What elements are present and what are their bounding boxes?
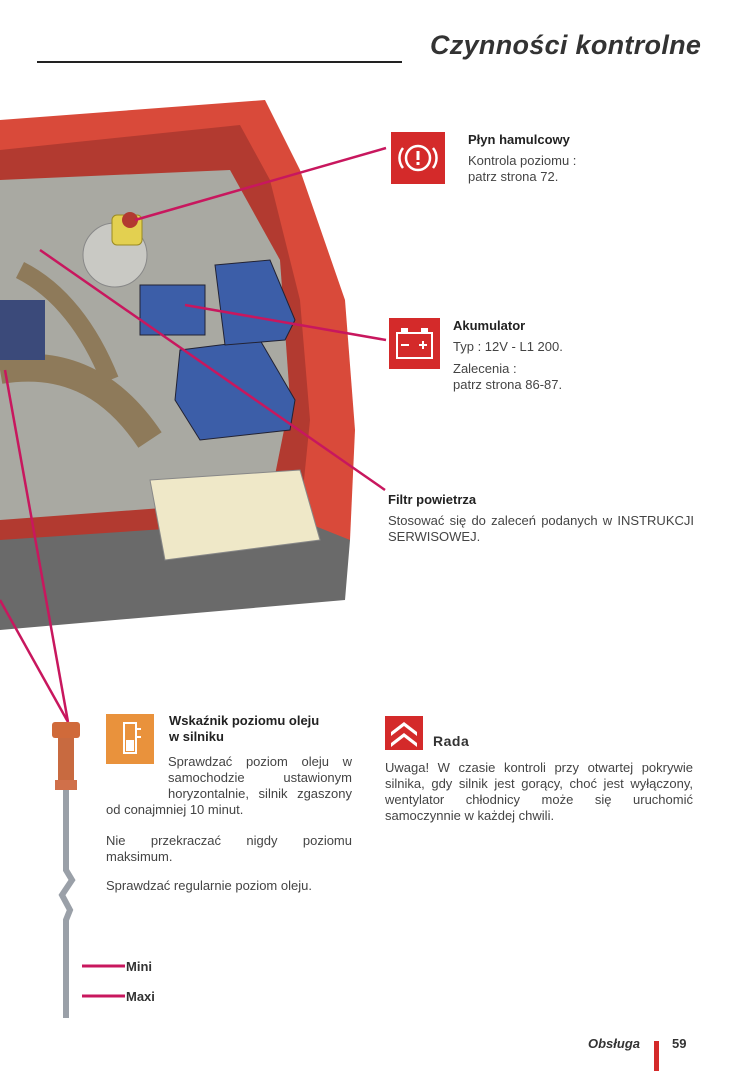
oil-title-line2: w silniku (169, 729, 224, 744)
oil-paragraph-3 (106, 878, 352, 894)
oil-para2: Nie przekraczać nigdy poziomu maksimum. (106, 833, 352, 864)
battery-recommend-ref: patrz strona 86-87. (453, 377, 563, 392)
battery-recommend-label: Zalecenia : (453, 361, 517, 376)
air-filter-title: Filtr powietrza (388, 492, 477, 507)
brake-fluid-line2: patrz strona 72. (468, 169, 559, 184)
brake-fluid-line1: Kontrola poziomu : (468, 153, 577, 168)
citroen-chevron-icon (385, 716, 423, 750)
oil-paragraph-2 (106, 833, 352, 865)
advice-section (385, 760, 693, 824)
footer-section-name: Obsługa (588, 1036, 641, 1051)
battery-section (453, 318, 653, 393)
battery-title: Akumulator (453, 318, 526, 333)
oil-title-line1: Wskaźnik poziomu oleju (169, 713, 320, 728)
page-title: Czynności kontrolne (430, 30, 702, 60)
air-filter-section (388, 492, 694, 545)
footer-accent-bar (654, 1041, 659, 1071)
brake-warning-icon (391, 132, 445, 184)
oil-para1: Sprawdzać poziom oleju w samochodzie ustawionym horyzontalnie, silnik zgaszony od conajmniej 10 minut. (106, 754, 352, 817)
page-number: 59 (672, 1036, 687, 1051)
air-filter-text: Stosować się do zaleceń podanych w INSTRUKCJI SERWISOWEJ. (388, 513, 694, 544)
advice-title: Rada (433, 733, 470, 749)
oil-title (169, 713, 359, 745)
oil-para3: Sprawdzać regularnie poziom oleju. (106, 878, 312, 893)
oil-paragraph-1 (106, 754, 352, 818)
battery-type: Typ : 12V - L1 200. (453, 339, 563, 354)
brake-fluid-title: Płyn hamulcowy (468, 132, 570, 147)
dipstick-maxi-label: Maxi (126, 989, 155, 1004)
dipstick-rod (62, 790, 72, 1018)
dipstick-mini-label: Mini (126, 959, 152, 974)
brake-fluid-section (468, 132, 648, 185)
advice-text: Uwaga! W czasie kontroli przy otwartej pokrywie silnika, gdy silnik jest gorący, choć jest wyłączony, wentylator chłodnicy może się uruchomić samoczynnie w każdej chwili. (385, 760, 693, 823)
oil-title-block (169, 713, 359, 745)
dipstick-cap (52, 722, 80, 738)
battery-icon (389, 318, 440, 369)
